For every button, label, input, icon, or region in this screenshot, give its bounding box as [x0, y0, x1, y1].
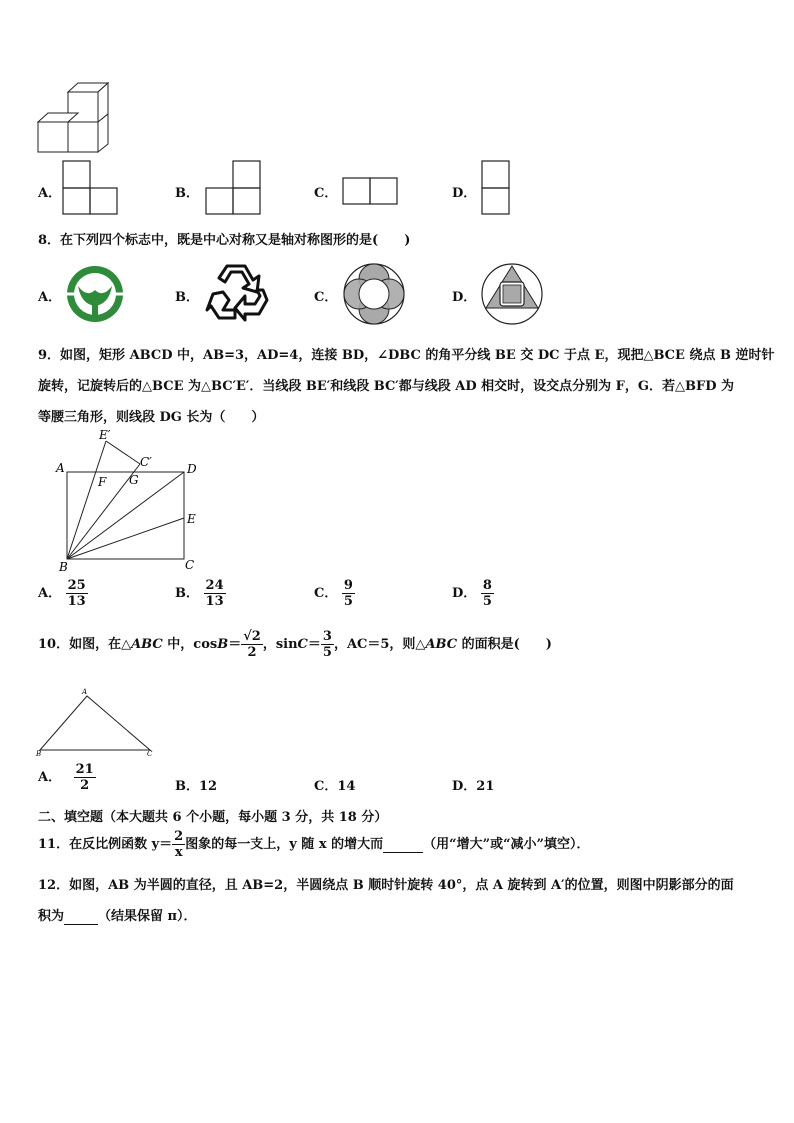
q9-option-a[interactable]	[38, 578, 88, 609]
q7-option-a-label[interactable]: A．	[38, 186, 62, 201]
q10-option-a-den: 2	[74, 777, 96, 793]
q10-cos-fraction	[241, 629, 263, 660]
q10-option-b-value: 12	[199, 779, 218, 794]
q9-option-b-num: 24	[205, 578, 224, 593]
q12-line2-prefix: 积为	[38, 909, 65, 924]
q8-question-text: 8．在下列四个标志中，既是中心对称又是轴对称图形的是( )	[38, 233, 411, 248]
q7-cubes-figure	[36, 78, 126, 158]
q10-prefix: 10．如图，在△	[38, 637, 132, 652]
q9-option-b-den: 13	[205, 594, 224, 609]
q9-option-c-num: 9	[343, 578, 353, 593]
q10-question-text	[38, 629, 552, 660]
q10-option-d-letter: D．	[452, 779, 477, 794]
q8-option-a-label[interactable]: A．	[38, 290, 62, 305]
q10-sep: ，sin	[262, 637, 298, 652]
q10-option-a-letter: A．	[38, 770, 62, 785]
q9-option-d[interactable]	[452, 578, 494, 609]
q11-den: x	[172, 844, 185, 860]
q10-option-c-letter: C．	[314, 779, 338, 794]
q9-question-line-3: 等腰三角形，则线段 DG 长为（ ）	[38, 410, 265, 425]
q10-label-b: B	[36, 750, 42, 758]
q7-option-c-view	[342, 177, 402, 207]
q9-option-c-letter: C．	[314, 586, 338, 601]
q10-eq-2: ＝	[307, 637, 321, 652]
q9-option-c-fraction	[342, 578, 355, 609]
q9-option-c-den: 5	[343, 594, 353, 609]
q9-label-c1: C′	[140, 455, 152, 469]
q9-label-c: C	[185, 558, 195, 572]
q9-option-d-fraction	[481, 578, 494, 609]
q10-abc-1: ABC	[131, 637, 163, 652]
q9-option-b[interactable]	[175, 578, 226, 609]
q10-c: C	[297, 637, 308, 652]
section-2-heading: 二、填空题（本大题共 6 个小题，每小题 3 分，共 18 分）	[38, 810, 388, 825]
q10-cos-num: √2	[243, 629, 261, 644]
q10-sin-den: 5	[322, 645, 332, 660]
q8-option-d-label[interactable]: D．	[452, 290, 477, 305]
q9-question-line-1: 9．如图，矩形 ABCD 中，AB=3，AD=4，连接 BD，∠DBC 的角平分线 BE 交 DC 于点 E，现把△BCE 绕点 B 逆时针	[38, 348, 775, 363]
q7-option-c-label[interactable]: C．	[314, 186, 338, 201]
q9-option-b-fraction	[204, 578, 226, 609]
q12-question-line-1: 12．如图，AB 为半圆的直径，且 AB=2，半圆绕点 B 顺时针旋转 40°，点 A 旋转到 A′的位置，则图中阴影部分的面	[38, 878, 734, 893]
q10-eq-1: ＝	[228, 637, 242, 652]
q10-option-c[interactable]	[314, 775, 355, 794]
q11-answer-blank[interactable]	[383, 837, 423, 853]
q9-option-a-letter: A．	[38, 586, 62, 601]
q9-option-d-num: 8	[482, 578, 492, 593]
q10-suffix: 的面积是( )	[457, 637, 552, 652]
q10-label-c: C	[147, 750, 153, 758]
four-petal-circle-icon	[342, 262, 406, 326]
recycle-logo-icon	[205, 262, 269, 324]
q9-option-c[interactable]	[314, 578, 355, 609]
q12-question-line-2	[38, 905, 197, 925]
q9-option-a-fraction	[66, 578, 88, 609]
q10-cos-den: 2	[241, 644, 263, 660]
q7-option-d-label[interactable]: D．	[452, 186, 477, 201]
q9-option-d-letter: D．	[452, 586, 477, 601]
q12-line2-suffix: （结果保留 π）．	[98, 909, 197, 924]
q9-option-a-num: 25	[67, 578, 86, 593]
q7-option-b-label[interactable]: B．	[175, 186, 199, 201]
q10-label-a: A	[82, 688, 88, 696]
q9-label-d: D	[187, 462, 197, 476]
q10-option-b-letter: B．	[175, 779, 199, 794]
q10-option-d[interactable]	[452, 775, 494, 794]
q10-option-a-fraction	[74, 762, 96, 793]
q11-num: 2	[174, 829, 184, 844]
circle-triangle-square-icon	[480, 262, 544, 326]
q10-abc-2: ABC	[425, 637, 458, 652]
green-food-logo-icon	[65, 264, 125, 324]
q10-option-b[interactable]	[175, 775, 217, 794]
q9-option-b-letter: B．	[175, 586, 199, 601]
q10-triangle-figure	[36, 688, 161, 758]
q10-mid1: 中，cos	[162, 637, 218, 652]
q10-option-c-value: 14	[337, 779, 356, 794]
q7-option-b-view	[205, 160, 265, 216]
q9-option-d-den: 5	[482, 594, 492, 609]
q9-question-line-2: 旋转，记旋转后的△BCE 为△BC′E′．当线段 BE′和线段 BC′都与线段 AD 相交时，设交点分别为 F，G．若△BFD 为	[38, 379, 735, 394]
q9-label-a: A	[56, 461, 65, 475]
q12-answer-blank[interactable]	[64, 909, 98, 925]
q10-ac: ，AC＝5，则△	[333, 637, 426, 652]
q7-option-a-view	[62, 160, 122, 216]
q10-b: B	[217, 637, 229, 652]
q11-fraction	[172, 829, 185, 860]
q10-option-d-value: 21	[476, 779, 495, 794]
q11-suffix1: 图象的每一支上，y 随 x 的增大而	[185, 837, 384, 852]
q10-option-a-num: 21	[75, 762, 94, 777]
q9-label-e1: E′	[99, 428, 111, 442]
q10-option-a[interactable]	[38, 762, 96, 793]
q9-rectangle-figure	[54, 428, 214, 573]
q10-sin-num: 3	[322, 629, 332, 644]
q8-option-b-label[interactable]: B．	[175, 290, 199, 305]
q9-option-a-den: 13	[67, 594, 86, 609]
q9-label-b: B	[59, 560, 68, 574]
q9-label-e: E	[187, 512, 196, 526]
q7-option-d-view	[481, 160, 513, 216]
q8-option-c-label[interactable]: C．	[314, 290, 338, 305]
q9-label-g: G	[129, 473, 139, 487]
q11-suffix2: （用“增大”或“减小”填空）．	[423, 837, 590, 852]
q10-sin-fraction	[321, 629, 334, 660]
q9-label-f: F	[98, 475, 107, 489]
q11-prefix: 11．在反比例函数 y＝	[38, 837, 173, 852]
q11-question-text	[38, 829, 590, 860]
